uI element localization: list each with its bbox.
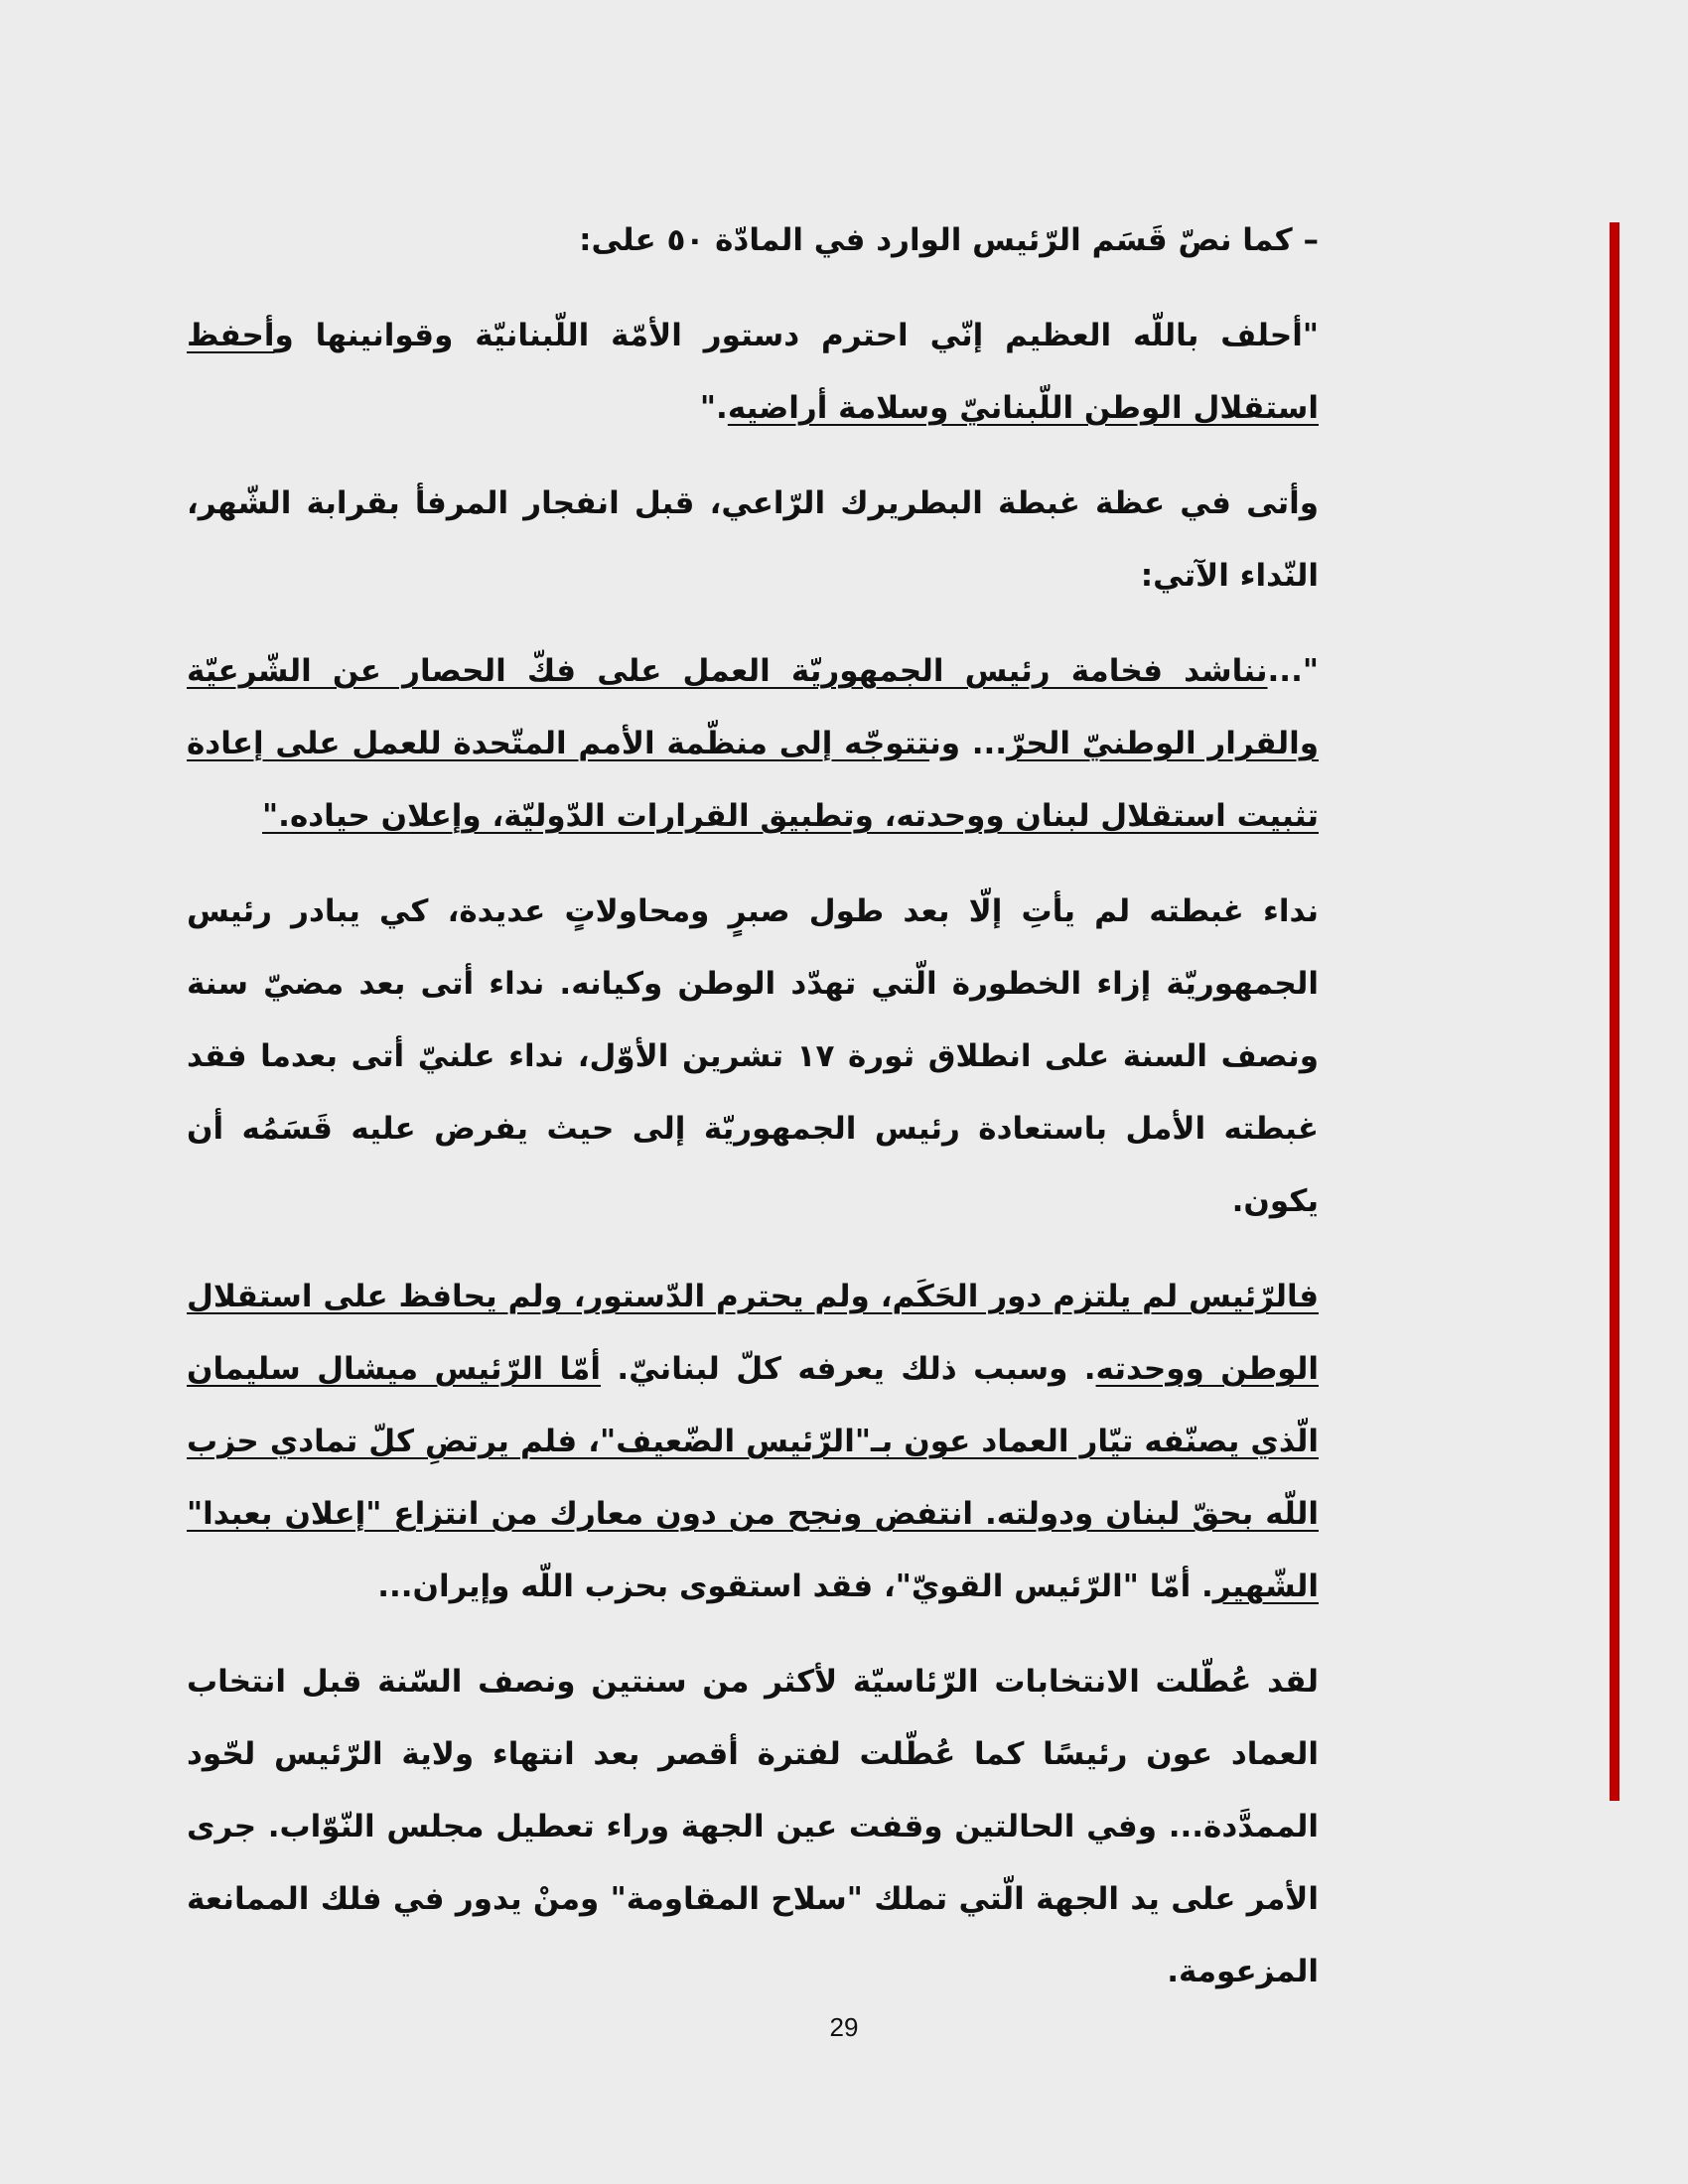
body-text (187, 205, 1319, 2031)
page-number: 29 (829, 2012, 859, 2042)
paragraph-4-sermon-quote (187, 635, 1319, 853)
paragraph-5 (187, 876, 1319, 1238)
margin-rule (1610, 222, 1619, 1801)
paragraph-3 (187, 468, 1319, 613)
paragraph-7-text: لقد عُطّلت الانتخابات الرّئاسيّة لأكثر من سنتين ونصف السّنة قبل انتخاب العماد عون رئيسًا كما عُطّلت لفترة أقصر بعد انتهاء ولاية الرّئيس لحّود الممدَّدة... وفي الحالتين وقفت عين الجهة وراء تعطيل مجلس النّوّاب. جرى الأمر على يد الجهة الّتي تملك "سلاح المقاومة" ومنْ يدور في فلك الممانعة المزعومة. (187, 1664, 1319, 1989)
paragraph-2-oath-quote (187, 300, 1319, 445)
paragraph-6-plain-2: . أمّا "الرّئيس القويّ"، فقد استقوى بحزب اللّه وإيران... (377, 1569, 1213, 1604)
paragraph-6-underlined-2: أمّا الرّئيس ميشال سليمان الّذي يصنّفه تيّار العماد عون بـ"الرّئيس الضّعيف"، فلم يرتضِ كلّ تمادي حزب اللّه بحقّ لبنان ودولته. انتفض ونجح من دون معارك من انتزاع "إعلان بعبدا" الشّهير (187, 1351, 1319, 1604)
paragraph-6-underlined-1: فالرّئيس لم يلتزم دور الحَكَم، ولم يحترم الدّستور، ولم يحافظ على استقلال الوطن ووحدته (187, 1279, 1319, 1387)
oath-text-plain: "أحلف باللّه العظيم إنّي احترم دستور الأمّة اللّبنانيّة وقوانينها و (274, 318, 1319, 353)
paragraph-1-text: – كما نصّ قَسَم الرّئيس الوارد في المادّة ٥٠ على: (579, 222, 1319, 258)
paragraph-6 (187, 1261, 1319, 1623)
paragraph-7 (187, 1646, 1319, 2008)
oath-text-underlined: أحفظ استقلال الوطن اللّبنانيّ وسلامة أراضيه (187, 318, 1319, 426)
sermon-quote-mid: ... ون (929, 726, 1008, 761)
paragraph-6-plain-1: . وسبب ذلك يعرفه كلّ لبنانيّ. (601, 1351, 1096, 1387)
paragraph-3-text: وأتى في عظة غبطة البطريرك الرّاعي، قبل انفجار المرفأ بقرابة الشّهر، النّداء الآتي: (187, 485, 1319, 594)
paragraph-1 (187, 205, 1319, 277)
paragraph-5-text: نداء غبطته لم يأتِ إلّا بعد طول صبرٍ ومحاولاتٍ عديدة، كي يبادر رئيس الجمهوريّة إزاء الخطورة الّتي تهدّد الوطن وكيانه. نداء أتى بعد مضيّ سنة ونصف السنة على انطلاق ثورة ١٧ تشرين الأوّل، نداء علنيّ أتى بعدما فقد غبطته الأمل باستعادة رئيس الجمهوريّة إلى حيث يفرض عليه قَسَمُه أن يكون. (187, 893, 1320, 1219)
oath-text-end: ." (699, 390, 728, 426)
sermon-quote-open: "... (1267, 653, 1319, 689)
sermon-quote-underlined-1: نناشد فخامة رئيس الجمهوريّة العمل على فكّ الحصار عن الشّرعيّة والقرار الوطنيّ الحرّ (187, 653, 1320, 761)
sermon-quote-underlined-2: تتوجّه إلى منظّمة الأمم المتّحدة للعمل على إعادة تثبيت استقلال لبنان ووحدته، وتطبيق القرارات الدّوليّة، وإعلان حياده (187, 726, 1319, 834)
sermon-quote-close: ." (262, 798, 290, 834)
